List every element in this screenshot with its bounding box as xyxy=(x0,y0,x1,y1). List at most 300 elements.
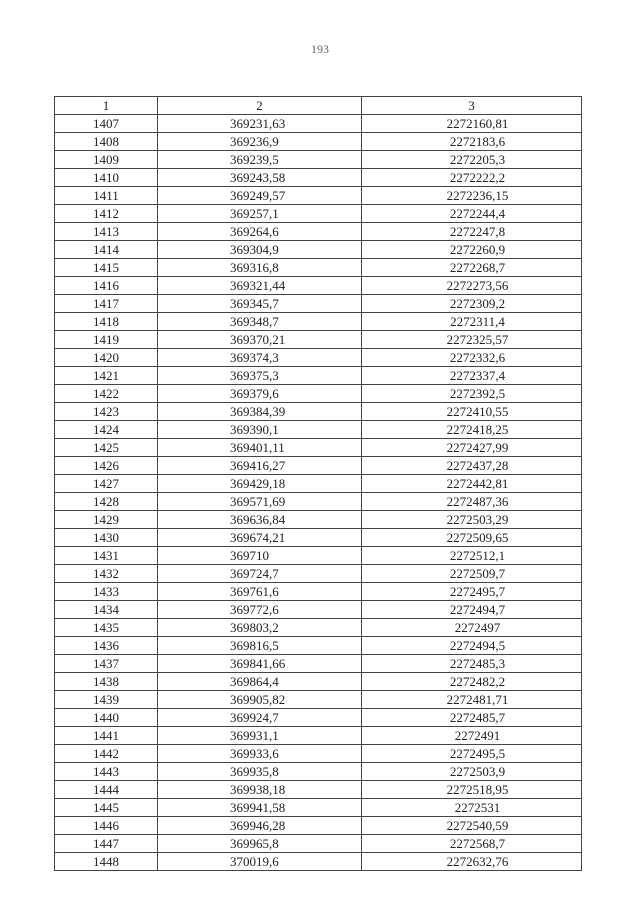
point-number-cell xyxy=(55,709,158,727)
y-coordinate-cell xyxy=(362,475,582,493)
x-coordinate-cell xyxy=(158,709,362,727)
x-coordinate-cell-text: 369243,58 xyxy=(230,170,286,185)
point-number-cell-text: 1439 xyxy=(93,692,119,707)
y-coordinate-cell-text: 2272427,99 xyxy=(446,440,509,455)
point-number-cell-text: 1428 xyxy=(93,494,119,509)
x-coordinate-cell-text: 369379,6 xyxy=(230,386,279,401)
y-coordinate-cell xyxy=(362,295,582,313)
y-coordinate-cell-text: 2272392,5 xyxy=(449,386,506,401)
point-number-cell xyxy=(55,601,158,619)
table-row xyxy=(55,133,582,151)
y-coordinate-cell xyxy=(362,835,582,853)
x-coordinate-cell xyxy=(158,637,362,655)
point-number-cell-text: 1446 xyxy=(93,818,119,833)
y-coordinate-cell-text: 2272247,8 xyxy=(449,224,506,239)
y-coordinate-cell-text: 2272518,95 xyxy=(446,782,509,797)
x-coordinate-cell-text: 369933,6 xyxy=(230,746,279,761)
x-coordinate-cell-text: 369710 xyxy=(230,548,269,563)
table-row xyxy=(55,151,582,169)
point-number-cell-text: 1421 xyxy=(93,368,119,383)
point-number-cell xyxy=(55,781,158,799)
column-header-2: 2 xyxy=(158,97,362,115)
x-coordinate-cell xyxy=(158,277,362,295)
y-coordinate-cell-text: 2272236,15 xyxy=(446,188,509,203)
table-row xyxy=(55,799,582,817)
x-coordinate-cell-text: 369965,8 xyxy=(230,836,279,851)
x-coordinate-cell xyxy=(158,691,362,709)
y-coordinate-cell-text: 2272325,57 xyxy=(446,332,509,347)
x-coordinate-cell xyxy=(158,763,362,781)
point-number-cell xyxy=(55,385,158,403)
table-row xyxy=(55,637,582,655)
y-coordinate-cell-text: 2272160,81 xyxy=(446,116,509,131)
table-row xyxy=(55,295,582,313)
point-number-cell xyxy=(55,511,158,529)
x-coordinate-cell-text: 369864,4 xyxy=(230,674,279,689)
table-row xyxy=(55,421,582,439)
point-number-cell-text: 1418 xyxy=(93,314,119,329)
x-coordinate-cell xyxy=(158,565,362,583)
y-coordinate-cell-text: 2272509,65 xyxy=(446,530,509,545)
x-coordinate-cell xyxy=(158,169,362,187)
y-coordinate-cell-text: 2272311,4 xyxy=(450,314,505,329)
y-coordinate-cell xyxy=(362,637,582,655)
point-number-cell xyxy=(55,853,158,871)
point-number-cell xyxy=(55,241,158,259)
x-coordinate-cell-text: 369803,2 xyxy=(230,620,279,635)
x-coordinate-cell-text: 369429,18 xyxy=(230,476,286,491)
table-row xyxy=(55,709,582,727)
point-number-cell xyxy=(55,583,158,601)
table-row xyxy=(55,313,582,331)
x-coordinate-cell xyxy=(158,367,362,385)
page-number: 193 xyxy=(311,42,329,56)
point-number-cell-text: 1417 xyxy=(93,296,119,311)
x-coordinate-cell xyxy=(158,817,362,835)
x-coordinate-cell-text: 369761,6 xyxy=(230,584,279,599)
point-number-cell xyxy=(55,799,158,817)
y-coordinate-cell xyxy=(362,493,582,511)
y-coordinate-cell-text: 2272418,25 xyxy=(446,422,509,437)
x-coordinate-cell-text: 369416,27 xyxy=(230,458,286,473)
x-coordinate-cell-text: 369304,9 xyxy=(230,242,279,257)
y-coordinate-cell xyxy=(362,439,582,457)
point-number-cell xyxy=(55,439,158,457)
table-row xyxy=(55,475,582,493)
x-coordinate-cell-text: 370019,6 xyxy=(230,854,279,869)
point-number-cell-text: 1444 xyxy=(93,782,119,797)
x-coordinate-cell xyxy=(158,151,362,169)
point-number-cell-text: 1409 xyxy=(93,152,119,167)
x-coordinate-cell-text: 369941,58 xyxy=(230,800,286,815)
x-coordinate-cell-text: 369401,11 xyxy=(230,440,285,455)
x-coordinate-cell xyxy=(158,385,362,403)
x-coordinate-cell-text: 369938,18 xyxy=(230,782,286,797)
table-row xyxy=(55,331,582,349)
table-row xyxy=(55,367,582,385)
point-number-cell xyxy=(55,223,158,241)
table-row xyxy=(55,781,582,799)
point-number-cell xyxy=(55,295,158,313)
point-number-cell-text: 1433 xyxy=(93,584,119,599)
y-coordinate-cell-text: 2272540,59 xyxy=(446,818,509,833)
y-coordinate-cell xyxy=(362,133,582,151)
x-coordinate-cell xyxy=(158,187,362,205)
point-number-cell-text: 1416 xyxy=(93,278,119,293)
y-coordinate-cell xyxy=(362,655,582,673)
point-number-cell xyxy=(55,565,158,583)
point-number-cell xyxy=(55,493,158,511)
x-coordinate-cell-text: 369946,28 xyxy=(230,818,286,833)
point-number-cell xyxy=(55,115,158,133)
table-row xyxy=(55,277,582,295)
point-number-cell-text: 1427 xyxy=(93,476,119,491)
y-coordinate-cell-text: 2272485,3 xyxy=(449,656,506,671)
point-number-cell xyxy=(55,835,158,853)
table-row xyxy=(55,727,582,745)
table-row xyxy=(55,547,582,565)
table-row xyxy=(55,259,582,277)
x-coordinate-cell xyxy=(158,439,362,457)
x-coordinate-cell xyxy=(158,619,362,637)
table-row xyxy=(55,619,582,637)
table-row xyxy=(55,601,582,619)
table-row xyxy=(55,655,582,673)
table-row xyxy=(55,673,582,691)
y-coordinate-cell-text: 2272481,71 xyxy=(446,692,509,707)
x-coordinate-cell-text: 369924,7 xyxy=(230,710,279,725)
point-number-cell-text: 1413 xyxy=(93,224,119,239)
column-header-3: 3 xyxy=(362,97,582,115)
point-number-cell-text: 1410 xyxy=(93,170,119,185)
y-coordinate-cell-text: 2272437,28 xyxy=(446,458,509,473)
y-coordinate-cell xyxy=(362,673,582,691)
y-coordinate-cell-text: 2272482,2 xyxy=(449,674,506,689)
point-number-cell xyxy=(55,457,158,475)
y-coordinate-cell xyxy=(362,115,582,133)
table-row xyxy=(55,691,582,709)
point-number-cell-text: 1445 xyxy=(93,800,119,815)
point-number-cell xyxy=(55,169,158,187)
x-coordinate-cell xyxy=(158,781,362,799)
y-coordinate-cell xyxy=(362,313,582,331)
point-number-cell-text: 1411 xyxy=(93,188,119,203)
x-coordinate-cell-text: 369257,1 xyxy=(230,206,279,221)
point-number-cell-text: 1438 xyxy=(93,674,119,689)
y-coordinate-cell-text: 2272309,2 xyxy=(449,296,506,311)
x-coordinate-cell xyxy=(158,133,362,151)
y-coordinate-cell xyxy=(362,403,582,421)
point-number-cell xyxy=(55,277,158,295)
y-coordinate-cell xyxy=(362,367,582,385)
point-number-cell xyxy=(55,637,158,655)
x-coordinate-cell-text: 369931,1 xyxy=(230,728,279,743)
y-coordinate-cell xyxy=(362,529,582,547)
x-coordinate-cell-text: 369321,44 xyxy=(230,278,286,293)
y-coordinate-cell xyxy=(362,565,582,583)
point-number-cell-text: 1431 xyxy=(93,548,119,563)
y-coordinate-cell-text: 2272332,6 xyxy=(449,350,506,365)
y-coordinate-cell xyxy=(362,385,582,403)
point-number-cell xyxy=(55,547,158,565)
table-row xyxy=(55,763,582,781)
y-coordinate-cell xyxy=(362,187,582,205)
y-coordinate-cell-text: 2272273,56 xyxy=(446,278,509,293)
y-coordinate-cell xyxy=(362,205,582,223)
x-coordinate-cell xyxy=(158,853,362,871)
point-number-cell-text: 1434 xyxy=(93,602,119,617)
y-coordinate-cell-text: 2272260,9 xyxy=(449,242,506,257)
y-coordinate-cell-text: 2272503,29 xyxy=(446,512,509,527)
y-coordinate-cell xyxy=(362,151,582,169)
table-header-row xyxy=(55,97,582,115)
table-row xyxy=(55,439,582,457)
table-row xyxy=(55,583,582,601)
x-coordinate-cell-text: 369249,57 xyxy=(230,188,286,203)
x-coordinate-cell xyxy=(158,727,362,745)
point-number-cell-text: 1415 xyxy=(93,260,119,275)
y-coordinate-cell-text: 2272568,7 xyxy=(449,836,506,851)
y-coordinate-cell xyxy=(362,349,582,367)
x-coordinate-cell xyxy=(158,223,362,241)
y-coordinate-cell xyxy=(362,781,582,799)
point-number-cell-text: 1423 xyxy=(93,404,119,419)
x-coordinate-cell-text: 369724,7 xyxy=(230,566,279,581)
x-coordinate-cell-text: 369905,82 xyxy=(230,692,286,707)
point-number-cell xyxy=(55,367,158,385)
point-number-cell-text: 1448 xyxy=(93,854,119,869)
point-number-cell-text: 1422 xyxy=(93,386,119,401)
table-row xyxy=(55,565,582,583)
y-coordinate-cell xyxy=(362,259,582,277)
point-number-cell xyxy=(55,187,158,205)
point-number-cell-text: 1425 xyxy=(93,440,119,455)
table-row xyxy=(55,529,582,547)
point-number-cell-text: 1419 xyxy=(93,332,119,347)
coordinates-table xyxy=(54,96,582,871)
x-coordinate-cell-text: 369231,63 xyxy=(230,116,286,131)
table-row xyxy=(55,493,582,511)
x-coordinate-cell-text: 369841,66 xyxy=(230,656,286,671)
y-coordinate-cell xyxy=(362,241,582,259)
point-number-cell-text: 1430 xyxy=(93,530,119,545)
point-number-cell xyxy=(55,331,158,349)
x-coordinate-cell-text: 369816,5 xyxy=(230,638,279,653)
y-coordinate-cell xyxy=(362,457,582,475)
point-number-cell xyxy=(55,475,158,493)
y-coordinate-cell-text: 2272337,4 xyxy=(449,368,506,383)
point-number-cell-text: 1441 xyxy=(93,728,119,743)
y-coordinate-cell-text: 2272487,36 xyxy=(446,494,509,509)
y-coordinate-cell-text: 2272205,3 xyxy=(449,152,506,167)
x-coordinate-cell xyxy=(158,205,362,223)
x-coordinate-cell-text: 369374,3 xyxy=(230,350,279,365)
point-number-cell xyxy=(55,691,158,709)
y-coordinate-cell-text: 2272495,7 xyxy=(449,584,506,599)
y-coordinate-cell xyxy=(362,547,582,565)
y-coordinate-cell xyxy=(362,169,582,187)
y-coordinate-cell xyxy=(362,727,582,745)
point-number-cell-text: 1440 xyxy=(93,710,119,725)
y-coordinate-cell xyxy=(362,223,582,241)
point-number-cell xyxy=(55,529,158,547)
y-coordinate-cell xyxy=(362,601,582,619)
y-coordinate-cell xyxy=(362,277,582,295)
y-coordinate-cell-text: 2272531 xyxy=(454,800,501,815)
point-number-cell-text: 1407 xyxy=(93,116,119,131)
y-coordinate-cell xyxy=(362,583,582,601)
point-number-cell-text: 1435 xyxy=(93,620,119,635)
point-number-cell-text: 1408 xyxy=(93,134,119,149)
x-coordinate-cell-text: 369674,21 xyxy=(230,530,286,545)
point-number-cell xyxy=(55,619,158,637)
x-coordinate-cell-text: 369390,1 xyxy=(230,422,279,437)
y-coordinate-cell xyxy=(362,691,582,709)
point-number-cell xyxy=(55,673,158,691)
point-number-cell-text: 1443 xyxy=(93,764,119,779)
point-number-cell xyxy=(55,151,158,169)
table-row xyxy=(55,385,582,403)
y-coordinate-cell-text: 2272244,4 xyxy=(449,206,506,221)
x-coordinate-cell-text: 369236,9 xyxy=(230,134,279,149)
y-coordinate-cell-text: 2272509,7 xyxy=(449,566,506,581)
y-coordinate-cell xyxy=(362,853,582,871)
y-coordinate-cell-text: 2272494,7 xyxy=(449,602,506,617)
table-row xyxy=(55,835,582,853)
x-coordinate-cell xyxy=(158,673,362,691)
table-row xyxy=(55,511,582,529)
x-coordinate-cell xyxy=(158,115,362,133)
point-number-cell-text: 1436 xyxy=(93,638,119,653)
table-row xyxy=(55,115,582,133)
y-coordinate-cell-text: 2272512,1 xyxy=(449,548,506,563)
x-coordinate-cell xyxy=(158,349,362,367)
y-coordinate-cell-text: 2272222,2 xyxy=(449,170,506,185)
y-coordinate-cell xyxy=(362,421,582,439)
table-row xyxy=(55,745,582,763)
table-row xyxy=(55,403,582,421)
y-coordinate-cell-text: 2272442,81 xyxy=(446,476,509,491)
point-number-cell-text: 1412 xyxy=(93,206,119,221)
y-coordinate-cell-text: 2272494,5 xyxy=(449,638,506,653)
table-row xyxy=(55,223,582,241)
x-coordinate-cell xyxy=(158,241,362,259)
y-coordinate-cell-text: 2272491 xyxy=(454,728,501,743)
point-number-cell xyxy=(55,421,158,439)
y-coordinate-cell xyxy=(362,817,582,835)
x-coordinate-cell xyxy=(158,421,362,439)
x-coordinate-cell xyxy=(158,655,362,673)
x-coordinate-cell xyxy=(158,475,362,493)
point-number-cell-text: 1432 xyxy=(93,566,119,581)
x-coordinate-cell xyxy=(158,529,362,547)
y-coordinate-cell-text: 2272183,6 xyxy=(449,134,506,149)
x-coordinate-cell xyxy=(158,835,362,853)
y-coordinate-cell xyxy=(362,763,582,781)
x-coordinate-cell-text: 369935,8 xyxy=(230,764,279,779)
point-number-cell-text: 1420 xyxy=(93,350,119,365)
point-number-cell xyxy=(55,727,158,745)
x-coordinate-cell xyxy=(158,403,362,421)
point-number-cell-text: 1437 xyxy=(93,656,119,671)
y-coordinate-cell-text: 2272410,55 xyxy=(446,404,509,419)
point-number-cell xyxy=(55,205,158,223)
point-number-cell xyxy=(55,763,158,781)
point-number-cell-text: 1424 xyxy=(93,422,119,437)
x-coordinate-cell xyxy=(158,799,362,817)
x-coordinate-cell xyxy=(158,493,362,511)
x-coordinate-cell-text: 369384,39 xyxy=(230,404,286,419)
x-coordinate-cell-text: 369264,6 xyxy=(230,224,279,239)
point-number-cell xyxy=(55,349,158,367)
table-row xyxy=(55,457,582,475)
x-coordinate-cell xyxy=(158,259,362,277)
point-number-cell-text: 1442 xyxy=(93,746,119,761)
x-coordinate-cell xyxy=(158,583,362,601)
table-row xyxy=(55,169,582,187)
y-coordinate-cell xyxy=(362,619,582,637)
point-number-cell xyxy=(55,313,158,331)
x-coordinate-cell xyxy=(158,547,362,565)
point-number-cell-text: 1414 xyxy=(93,242,119,257)
table-row xyxy=(55,853,582,871)
y-coordinate-cell-text: 2272495,5 xyxy=(449,746,506,761)
y-coordinate-cell xyxy=(362,511,582,529)
x-coordinate-cell xyxy=(158,745,362,763)
x-coordinate-cell xyxy=(158,295,362,313)
x-coordinate-cell xyxy=(158,601,362,619)
x-coordinate-cell-text: 369370,21 xyxy=(230,332,286,347)
x-coordinate-cell-text: 369375,3 xyxy=(230,368,279,383)
y-coordinate-cell-text: 2272503,9 xyxy=(449,764,506,779)
y-coordinate-cell-text: 2272485,7 xyxy=(449,710,506,725)
table-row xyxy=(55,817,582,835)
table-row xyxy=(55,187,582,205)
point-number-cell xyxy=(55,259,158,277)
table-row xyxy=(55,349,582,367)
point-number-cell xyxy=(55,403,158,421)
table-row xyxy=(55,241,582,259)
x-coordinate-cell xyxy=(158,457,362,475)
point-number-cell xyxy=(55,817,158,835)
x-coordinate-cell xyxy=(158,331,362,349)
x-coordinate-cell-text: 369571,69 xyxy=(230,494,286,509)
x-coordinate-cell-text: 369345,7 xyxy=(230,296,279,311)
x-coordinate-cell-text: 369348,7 xyxy=(230,314,279,329)
point-number-cell-text: 1426 xyxy=(93,458,119,473)
y-coordinate-cell xyxy=(362,709,582,727)
point-number-cell xyxy=(55,745,158,763)
y-coordinate-cell xyxy=(362,745,582,763)
point-number-cell xyxy=(55,655,158,673)
point-number-cell xyxy=(55,133,158,151)
x-coordinate-cell xyxy=(158,313,362,331)
point-number-cell-text: 1447 xyxy=(93,836,119,851)
x-coordinate-cell-text: 369636,84 xyxy=(230,512,286,527)
x-coordinate-cell-text: 369316,8 xyxy=(230,260,279,275)
y-coordinate-cell-text: 2272632,76 xyxy=(446,854,509,869)
y-coordinate-cell xyxy=(362,331,582,349)
x-coordinate-cell-text: 369239,5 xyxy=(230,152,279,167)
y-coordinate-cell-text: 2272268,7 xyxy=(449,260,506,275)
x-coordinate-cell-text: 369772,6 xyxy=(230,602,279,617)
point-number-cell-text: 1429 xyxy=(93,512,119,527)
column-header-1: 1 xyxy=(55,97,158,115)
y-coordinate-cell-text: 2272497 xyxy=(454,620,501,635)
table-row xyxy=(55,205,582,223)
y-coordinate-cell xyxy=(362,799,582,817)
x-coordinate-cell xyxy=(158,511,362,529)
